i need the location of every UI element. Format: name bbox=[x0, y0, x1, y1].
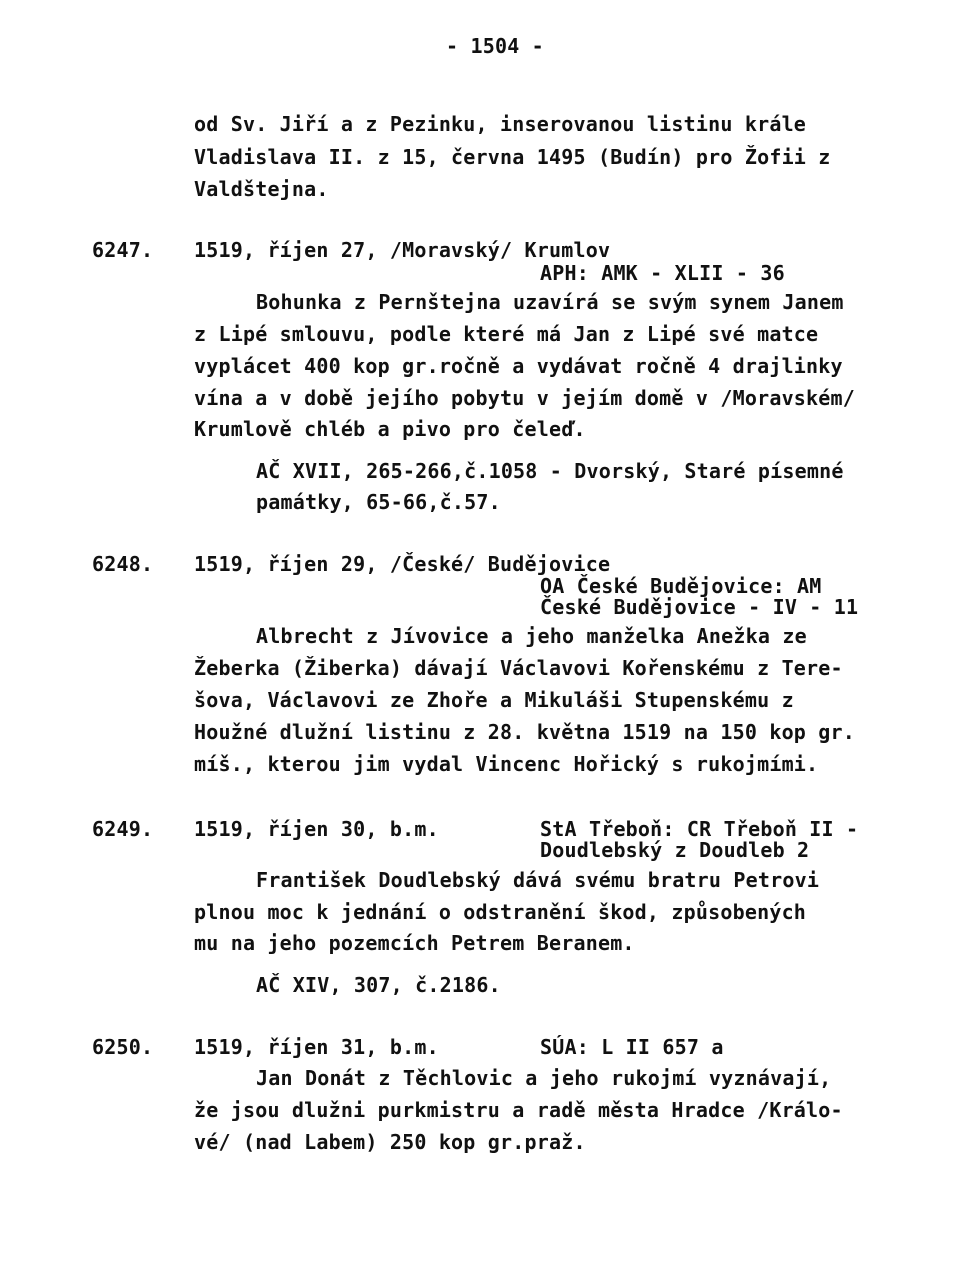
entry-number: 6250. bbox=[92, 1035, 154, 1059]
entry-number: 6247. bbox=[92, 238, 154, 262]
entry-text-line: František Doudlebský dává svému bratru Petrovi bbox=[256, 868, 820, 892]
entry-archive: APH: AMK - XLII - 36 bbox=[540, 261, 785, 285]
entry-text-line: vé/ (nad Labem) 250 kop gr.praž. bbox=[194, 1130, 586, 1154]
entry-reference: památky, 65-66,č.57. bbox=[256, 490, 501, 514]
entry-text-line: Žeberka (Žiberka) dávají Václavovi Kořenskému z Tere- bbox=[194, 656, 843, 680]
entry-number: 6248. bbox=[92, 552, 154, 576]
entry-header: 1519, říjen 31, b.m. bbox=[194, 1035, 439, 1059]
entry-header: 1519, říjen 29, /České/ Budějovice bbox=[194, 552, 611, 576]
entry-header: 1519, říjen 30, b.m. bbox=[194, 817, 439, 841]
page-number: - 1504 - bbox=[446, 34, 544, 58]
entry-text-line: Krumlově chléb a pivo pro čeleď. bbox=[194, 417, 586, 441]
entry-text-line: šova, Václavovi ze Zhoře a Mikuláši Stupenskému z bbox=[194, 688, 794, 712]
entry-archive: SÚA: L II 657 a bbox=[540, 1035, 724, 1059]
entry-number: 6249. bbox=[92, 817, 154, 841]
entry-header: 1519, říjen 27, /Moravský/ Krumlov bbox=[194, 238, 611, 262]
entry-archive: Doudlebský z Doudleb 2 bbox=[540, 838, 810, 862]
entry-reference: AČ XVII, 265-266,č.1058 - Dvorský, Staré písemné bbox=[256, 459, 844, 483]
entry-archive: StA Třeboň: CR Třeboň II - bbox=[540, 817, 859, 841]
entry-text-line: mu na jeho pozemcích Petrem Beranem. bbox=[194, 931, 635, 955]
entry-text-line: vína a v době jejího pobytu v jejím domě v /Moravském/ bbox=[194, 386, 856, 410]
entry-archive: České Budějovice - IV - 11 bbox=[540, 595, 859, 619]
intro-line: Valdštejna. bbox=[194, 177, 329, 201]
entry-text-line: Bohunka z Pernštejna uzavírá se svým synem Janem bbox=[256, 290, 844, 314]
intro-line: Vladislava II. z 15, června 1495 (Budín) pro Žofii z bbox=[194, 145, 831, 169]
entry-text-line: míš., kterou jim vydal Vincenc Hořický s rukojmími. bbox=[194, 752, 819, 776]
entry-text-line: vyplácet 400 kop gr.ročně a vydávat ročně 4 drajlinky bbox=[194, 354, 843, 378]
entry-text-line: Houžné dlužní listinu z 28. května 1519 na 150 kop gr. bbox=[194, 720, 856, 744]
entry-text-line: plnou moc k jednání o odstranění škod, způsobených bbox=[194, 900, 807, 924]
entry-text-line: Jan Donát z Těchlovic a jeho rukojmí vyznávají, bbox=[256, 1066, 832, 1090]
entry-reference: AČ XIV, 307, č.2186. bbox=[256, 973, 501, 997]
entry-archive: OA České Budějovice: AM bbox=[540, 574, 822, 598]
intro-line: od Sv. Jiří a z Pezinku, inserovanou listinu krále bbox=[194, 112, 807, 136]
entry-text-line: že jsou dlužni purkmistru a radě města Hradce /Králo- bbox=[194, 1098, 843, 1122]
entry-text-line: z Lipé smlouvu, podle které má Jan z Lipé své matce bbox=[194, 322, 819, 346]
entry-text-line: Albrecht z Jívovice a jeho manželka Anežka ze bbox=[256, 624, 807, 648]
